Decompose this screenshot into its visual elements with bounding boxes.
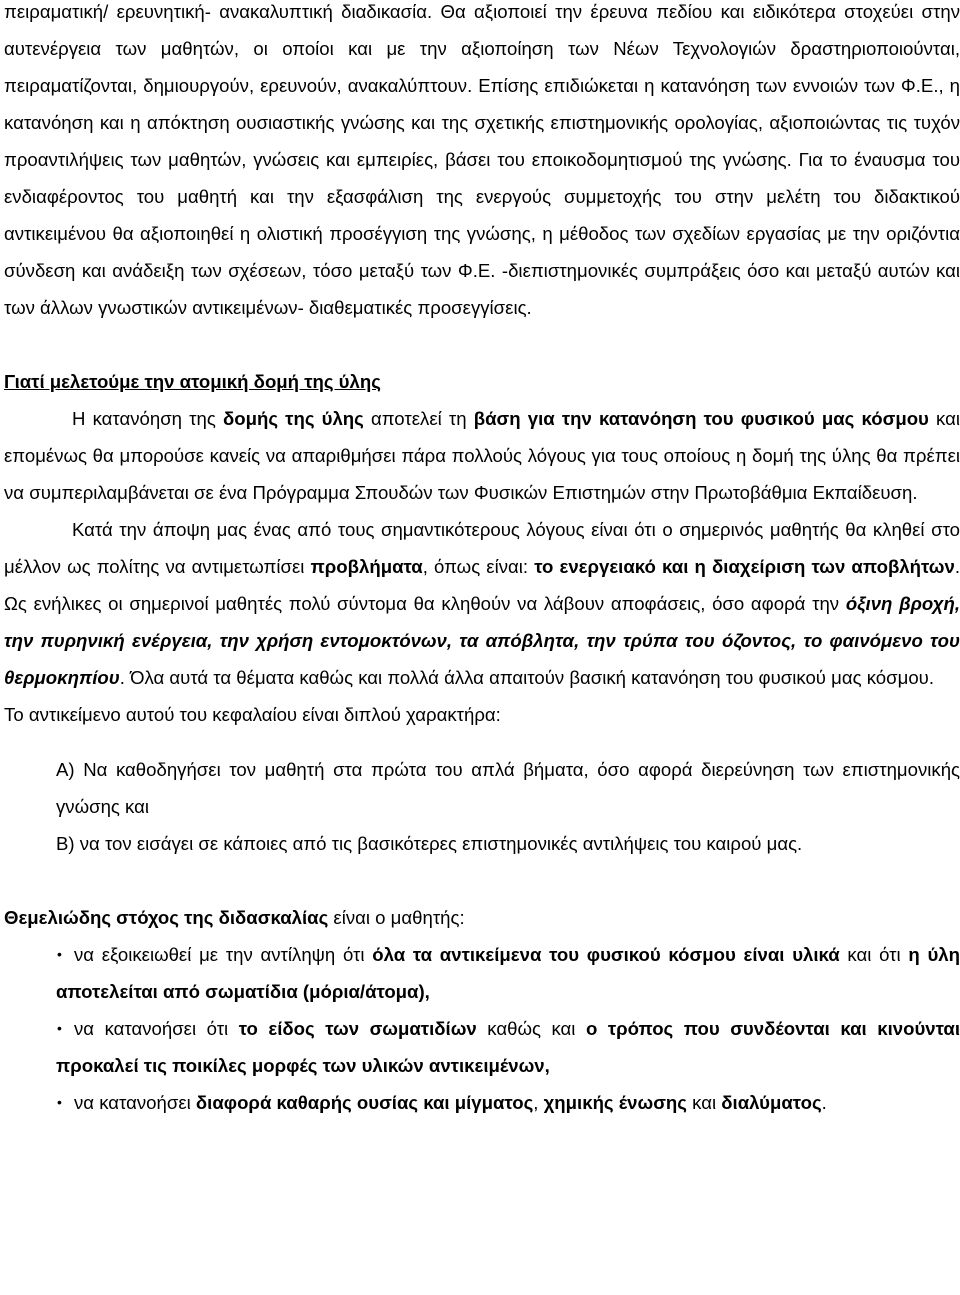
option-a: Α) Να καθοδηγήσει τον μαθητή στα πρώτα του απλά βήματα, όσο αφορά διερεύνηση των επιστημονικής γνώσης και <box>56 759 960 817</box>
bold-run: βάση για την κατανόηση του φυσικού μας κόσμου <box>473 408 929 429</box>
text-run: αποτελεί τη <box>363 408 474 429</box>
bold-run: Θεμελιώδης στόχος της διδασκαλίας <box>4 907 329 928</box>
text-run: . <box>821 1092 827 1113</box>
bold-run: χημικής ένωσης <box>543 1092 687 1113</box>
text-run: και επομένως θα μπορούσε κανείς να απαριθμήσει πάρα πολλούς λόγους για τους οποίους η δομή της ύλης θα πρέπει να συμπεριλαμβάνεται σε ένα Πρόγραμμα Σπουδών των Φυσικών Επιστημών στην Πρωτοβάθμια Εκπαίδευση. <box>4 408 960 503</box>
bold-run: το είδος των σωματιδίων <box>238 1018 477 1039</box>
bold-run: όλα τα αντικείμενα του φυσικού κόσμου είναι υλικά <box>372 944 840 965</box>
list-item-text <box>56 1010 960 1084</box>
text-run: να κατανοήσει <box>74 1092 196 1113</box>
intro-paragraph: πειραματική/ ερευνητική- ανακαλυπτική διαδικασία. Θα αξιοποιεί την έρευνα πεδίου και ειδικότερα στοχεύει στην αυτενέργεια των μαθητών, οι οποίοι και με την αξιοποίηση των Νέων Τεχνολογιών δραστηριοποιούνται, πειραματίζονται, δημιουργούν, ερευνούν, ανακαλύπτουν. Επίσης επιδιώκεται η κατανόηση των εννοιών των Φ.Ε., η κατανόηση και η απόκτηση ουσιαστικής γνώσης και της σχετικής επιστημονικής ορολογίας, αξιοποιώντας τις τυχόν προαντιλήψεις των μαθητών, γνώσεις και εμπειρίες, βάσει του εποικοδομητισμού της γνώσης. Για το έναυσμα του ενδιαφέροντος του μαθητή και την εξασφάλιση της ενεργούς συμμετοχής του στην μελέτη του διδακτικού αντικειμένου θα αξιοποιηθεί η ολιστική προσέγγιση της γνώσης, η μέθοδος των σχεδίων εργασίας με την οριζόντια σύνδεση και ανάδειξη των σχέσεων, τόσο μεταξύ των Φ.Ε. -διεπιστημονικές συμπράξεις όσο και μεταξύ αυτών και των άλλων γνωστικών αντικειμένων- διαθεματικές προσεγγίσεις. <box>4 1 960 318</box>
text-run: . Όλα αυτά τα θέματα καθώς και πολλά άλλα απαιτούν βασική κατανόηση του φυσικού μας κόσμου. <box>119 667 934 688</box>
text-run: να κατανοήσει ότι <box>74 1018 239 1039</box>
bold-italic-run: όξινη βροχή, την πυρηνική ενέργεια, την χρήση εντομοκτόνων, τα απόβλητα, την τρύπα του όζοντος, το φαινόμενο του θερμοκηπίου <box>4 593 960 688</box>
goal-bullet-list <box>4 936 960 1121</box>
text-run: , όπως είναι: <box>422 556 535 577</box>
text-run: . Ως ενήλικες οι σημερινοί μαθητές πολύ σύντομα θα κληθούν να λάβουν αποφάσεις, όσο αφορά την <box>4 556 960 614</box>
text-run: , <box>533 1092 544 1113</box>
bold-run: δομής της ύλης <box>222 408 364 429</box>
bold-run: διαλύματος <box>721 1092 822 1113</box>
list-item <box>4 1010 960 1084</box>
list-item <box>4 1084 960 1121</box>
bold-run: προβλήματα <box>310 556 423 577</box>
paragraph-fundamental-goal <box>4 899 960 936</box>
text-run: και <box>686 1092 722 1113</box>
bold-run: διαφορά καθαρής ουσίας και μίγματος <box>195 1092 534 1113</box>
text-run: Κατά την άποψη μας ένας από τους σημαντικότερους λόγους είναι ότι ο σημερινός μαθητής θα κληθεί στο μέλλον ως πολίτης να αντιμετωπίσει <box>4 519 960 577</box>
bold-run: ο τρόπος που συνδέονται και κινούνται προκαλεί τις ποικίλες μορφές των υλικών αντικειμένων, <box>56 1018 960 1076</box>
text-run: και ότι <box>839 944 909 965</box>
list-item-text <box>56 936 960 1010</box>
text-run: καθώς και <box>476 1018 586 1039</box>
bullet-icon: • <box>57 946 62 962</box>
bold-run: το ενεργειακό και η διαχείριση των αποβλήτων <box>534 556 955 577</box>
text-run: να εξοικειωθεί με την αντίληψη ότι <box>74 944 373 965</box>
list-item-text <box>56 1084 960 1121</box>
option-b: Β) να τον εισάγει σε κάποιες από τις βασικότερες επιστημονικές αντιλήψεις του καιρού μας. <box>56 833 803 854</box>
bold-run: η ύλη αποτελείται από σωματίδια (μόρια/άτομα), <box>56 944 960 1002</box>
text-run: είναι ο μαθητής: <box>328 907 465 928</box>
bullet-icon: • <box>57 1094 62 1110</box>
paragraph-future-citizen <box>4 511 960 696</box>
text-run: Η κατανόηση της <box>72 408 223 429</box>
bullet-icon: • <box>57 1020 62 1036</box>
paragraph-structure-importance <box>4 400 960 511</box>
section-heading-structure-of-matter: Γιατί μελετούμε την ατομική δομή της ύλης <box>4 371 381 392</box>
paragraph-chapter-objective: Το αντικείμενο αυτού του κεφαλαίου είναι διπλού χαρακτήρα: <box>4 704 501 725</box>
list-item <box>4 936 960 1010</box>
